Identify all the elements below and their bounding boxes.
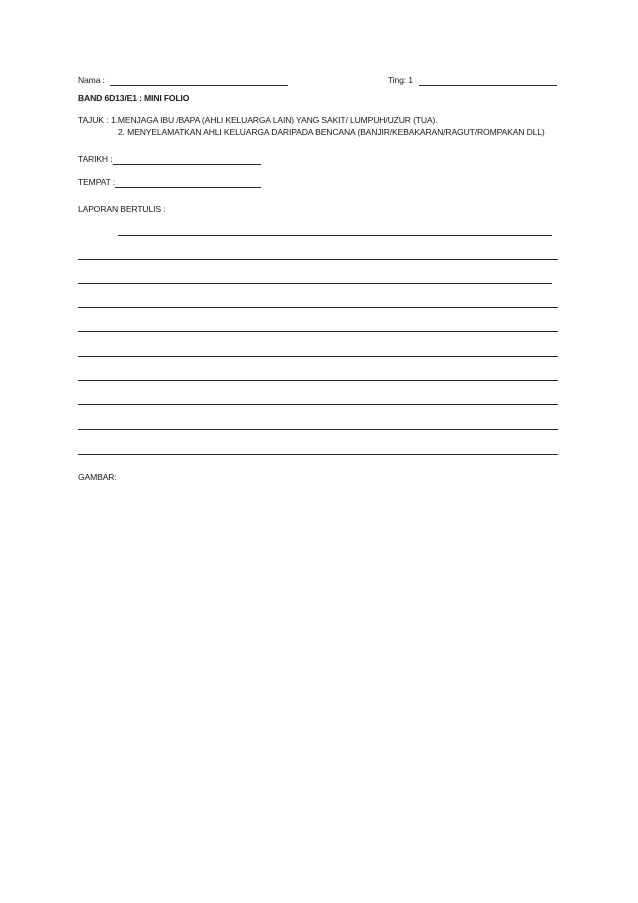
writing-line[interactable]: [78, 356, 558, 357]
drawing-area[interactable]: [78, 486, 558, 866]
tarikh-label: TARIKH :: [78, 154, 113, 164]
writing-line[interactable]: [78, 380, 558, 381]
tajuk-item-1: 1.MENJAGA IBU /BAPA (AHLI KELUARGA LAIN) YANG SAKIT/ LUMPUH/UZUR (TUA).: [111, 115, 438, 125]
laporan-label: LAPORAN BERTULIS :: [78, 204, 166, 214]
gambar-label: GAMBAR:: [78, 472, 117, 482]
writing-line[interactable]: [78, 454, 558, 455]
name-field[interactable]: [110, 85, 288, 86]
tajuk-item-2: 2. MENYELAMATKAN AHLI KELUARGA DARIPADA BENCANA (BANJIR/KEBAKARAN/RAGUT/ROMPAKAN DLL): [118, 127, 545, 137]
form-label: Ting: 1: [388, 75, 413, 85]
tajuk-label: TAJUK :: [78, 115, 109, 125]
writing-line[interactable]: [78, 307, 558, 308]
name-label: Nama :: [78, 75, 105, 85]
writing-line[interactable]: [78, 429, 558, 430]
writing-line[interactable]: [78, 283, 552, 284]
tempat-field[interactable]: [115, 187, 261, 188]
form-field[interactable]: [419, 85, 557, 86]
writing-line[interactable]: [78, 259, 558, 260]
writing-line[interactable]: [78, 404, 558, 405]
tarikh-field[interactable]: [113, 164, 261, 165]
band-title: BAND 6D13/E1 : MINI FOLIO: [78, 93, 190, 103]
tempat-label: TEMPAT :: [78, 177, 115, 187]
writing-line[interactable]: [118, 235, 552, 236]
writing-line[interactable]: [78, 331, 558, 332]
